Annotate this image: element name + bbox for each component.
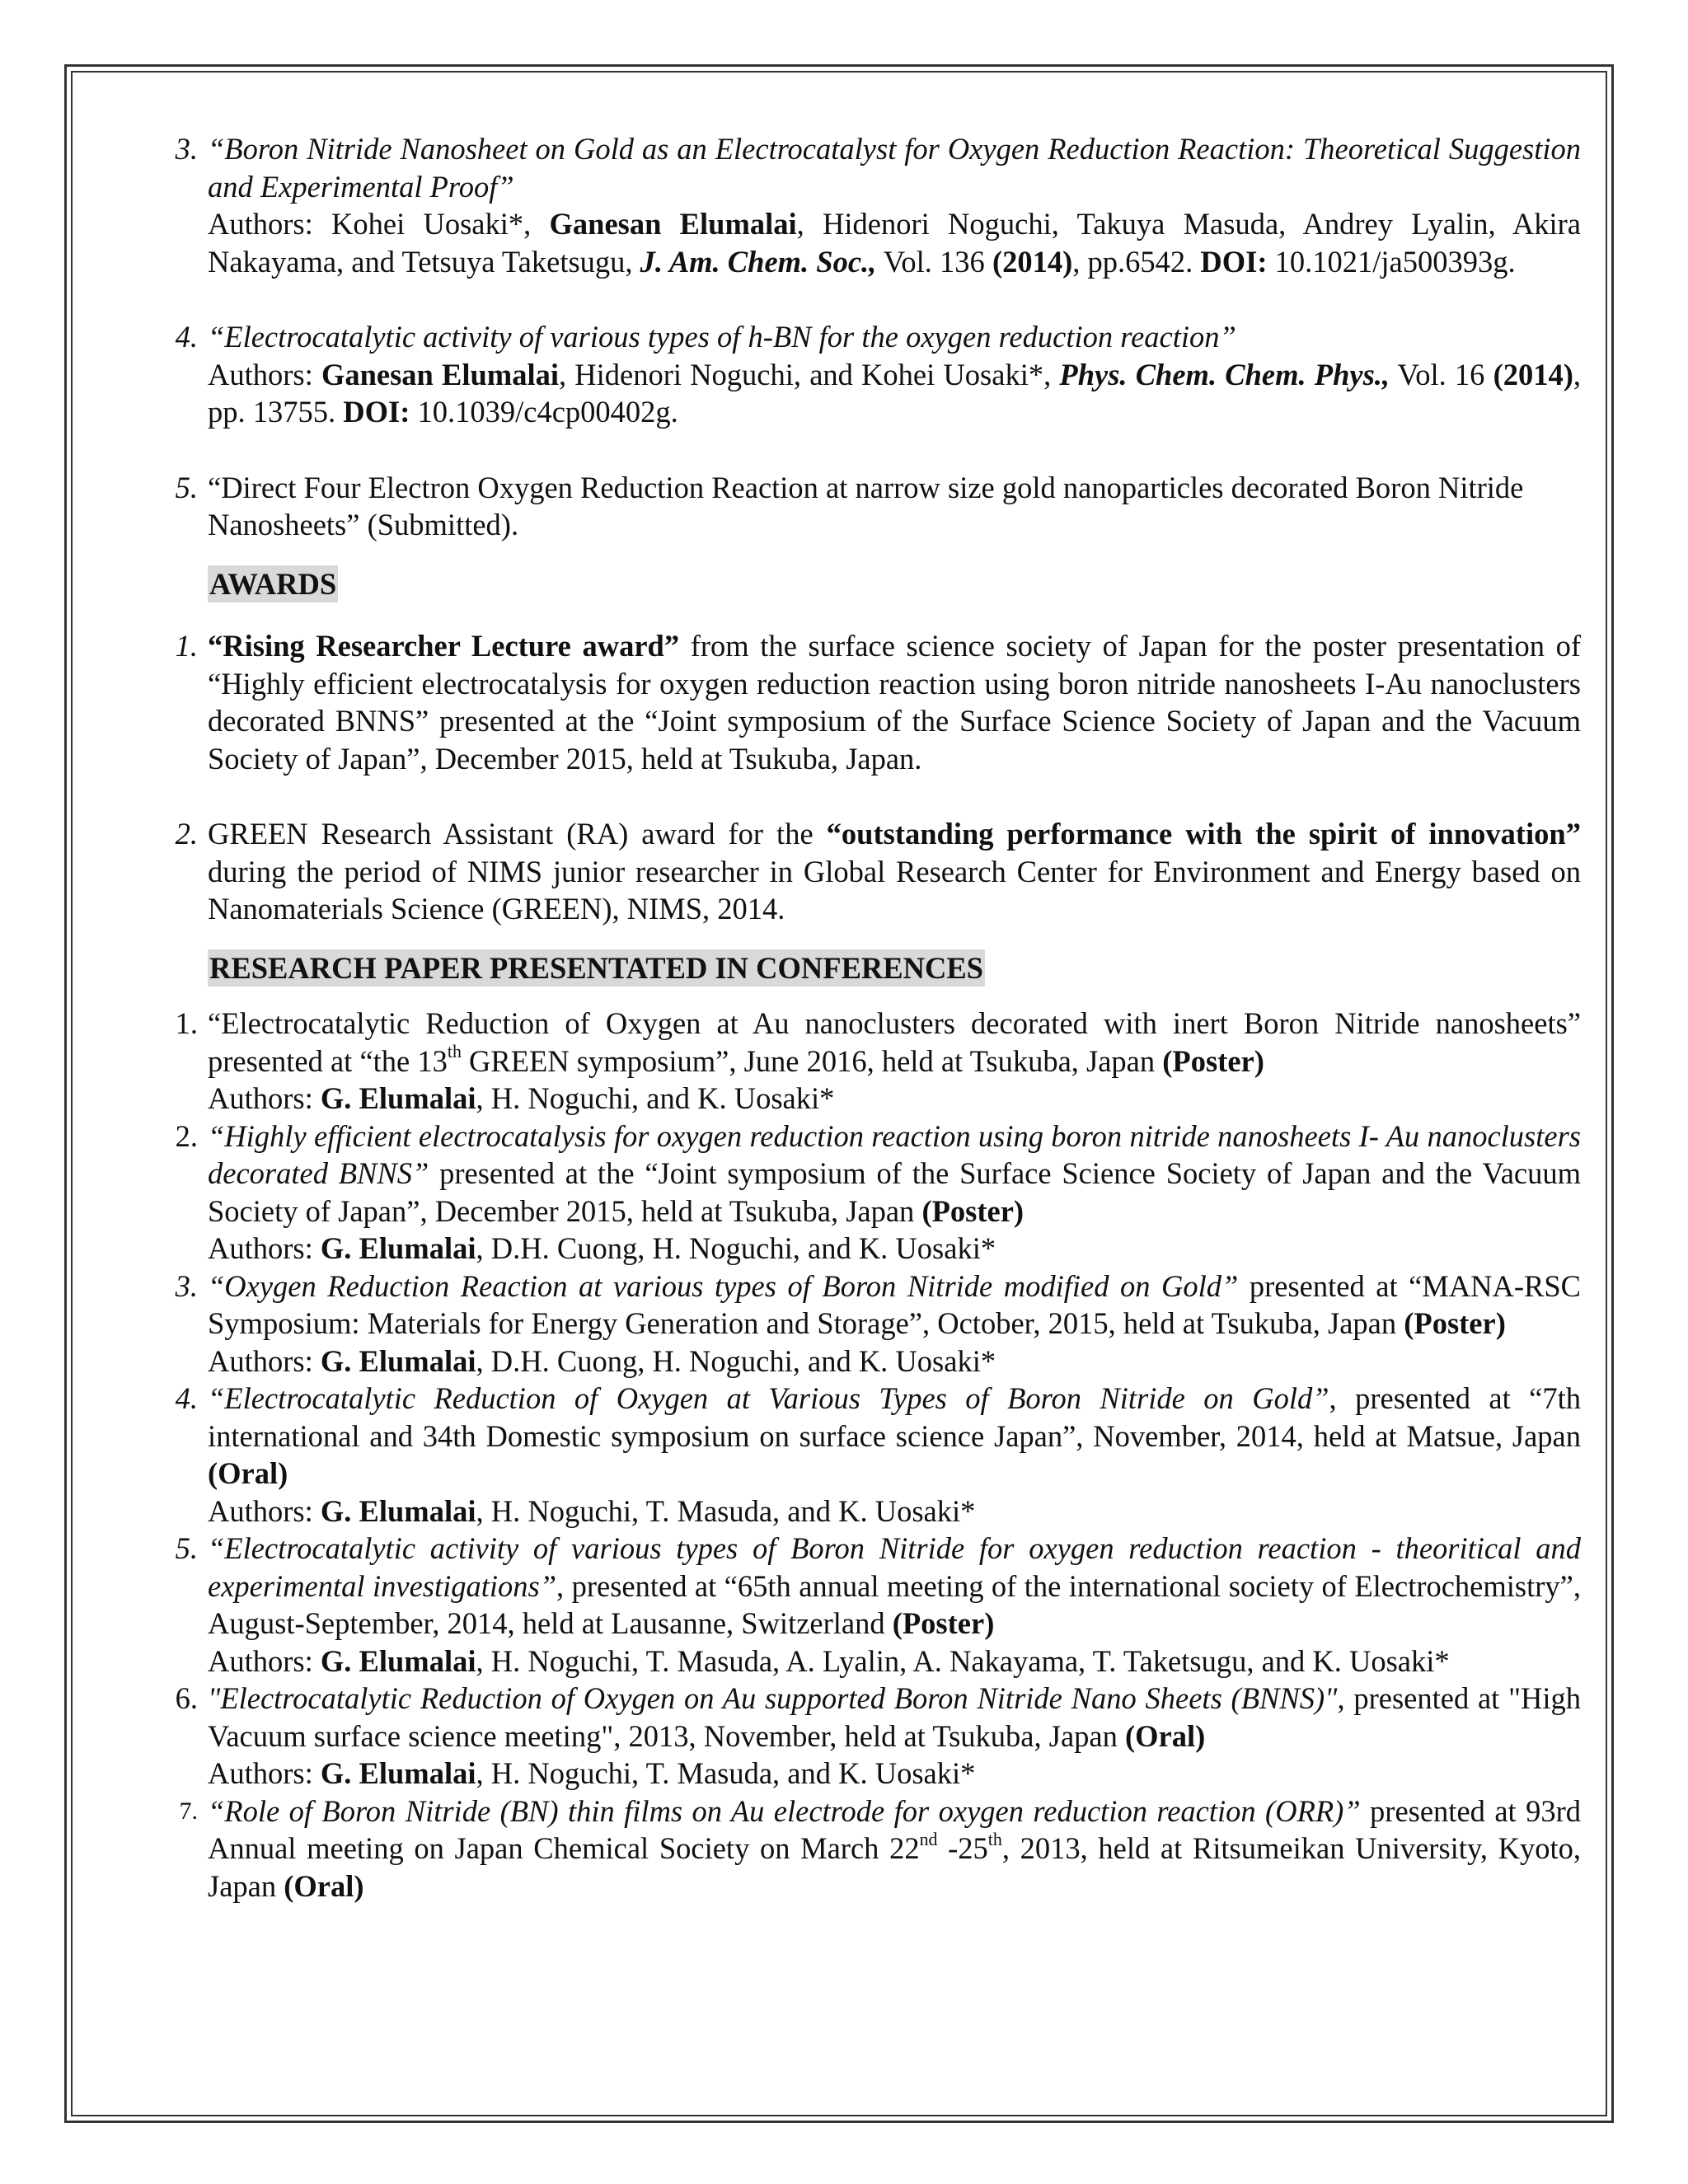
author-highlight: Ganesan Elumalai [321,357,559,391]
item-number: 4. [175,1381,198,1415]
document-body [175,130,1582,1905]
presentation-type: (Poster) [1404,1306,1506,1340]
award-item: 1. “Rising Researcher Lecture award” from the surface science society of Japan for the poster presentation of “Highly efficient electrocatalysis for oxygen reduction reaction using boron nitride nanosheets I-Au nanoclusters decorated BNNS” presented at the “Joint symposium of the Surface Science Society of Japan and the Vacuum Society of Japan”, December 2015, held at Tsukuba, Japan. [208,627,1581,777]
author-highlight: G. Elumalai [320,1643,476,1678]
conference-title: “Role of Boron Nitride (BN) thin films on Au electrode for oxygen reduction reaction (ORR)” [208,1793,1361,1828]
conference-item: 1. “Electrocatalytic Reduction of Oxygen at Au nanoclusters decorated with inert Boron Nitride nanosheets” presented at “the 13th GREEN symposium”, June 2016, held at Tsukuba, Japan (Poster) Authors: G. Elumalai, H. Noguchi, and K. Uosaki* [208,1005,1581,1118]
item-number: 6. [175,1681,198,1715]
author-highlight: G. Elumalai [320,1343,476,1378]
conference-item: 2. “Highly efficient electrocatalysis for oxygen reduction reaction using boron nitride nanosheets I- Au nanoclusters decorated BNNS” presented at the “Joint symposium of the Surface Science Society of Japan and the Vacuum Society of Japan”, December 2015, held at Tsukuba, Japan (Poster) Authors: G. Elumalai, D.H. Cuong, H. Noguchi, and K. Uosaki* [208,1118,1581,1268]
item-number: 5. [175,1531,198,1565]
conference-item: 5. “Electrocatalytic activity of various types of Boron Nitride for oxygen reduction reaction - theoritical and experimental investigations”, presented at “65th annual meeting of the international society of Electrochemistry”, August-September, 2014, held at Lausanne, Switzerland (Poster) Authors: G. Elumalai, H. Noguchi, T. Masuda, A. Lyalin, A. Nakayama, T. Taketsugu, and K. Uosaki* [208,1530,1581,1680]
publication-item: 4. “Electrocatalytic activity of various types of h-BN for the oxygen reduction reaction” Authors: Ganesan Elumalai, Hidenori Noguchi, and Kohei Uosaki*, Phys. Chem. Chem. Phys., Vol. 16 (2014), pp. 13755. DOI: 10.1039/c4cp00402g. [208,318,1581,431]
conference-title: "Electrocatalytic Reduction of Oxygen on Au supported Boron Nitride Nano Sheets (BNNS)" [208,1681,1338,1715]
publication-title: “Electrocatalytic activity of various types of h-BN for the oxygen reduction reaction” [208,320,1236,354]
conference-item: 7. “Role of Boron Nitride (BN) thin films on Au electrode for oxygen reduction reaction (ORR)” presented at 93rd Annual meeting on Japan Chemical Society on March 22nd -25th, 2013, held at Ritsumeikan University, Kyoto, Japan (Oral) [208,1793,1581,1905]
author-highlight: G. Elumalai [320,1231,476,1265]
author-highlight: G. Elumalai [320,1493,476,1528]
publication-item: 3. “Boron Nitride Nanosheet on Gold as an Electrocatalyst for Oxygen Reduction Reaction: Theoretical Suggestion and Experimental Proof” Authors: Kohei Uosaki*, Ganesan Elumalai, Hidenori Noguchi, Takuya Masuda, Andrey Lyalin, Akira Nakayama, and Tetsuya Taketsugu, J. Am. Chem. Soc., Vol. 136 (2014), pp.6542. DOI: 10.1021/ja500393g. [208,130,1581,280]
item-number: 1. [175,629,198,663]
presentation-type: (Poster) [921,1193,1025,1228]
presentation-type: (Oral) [208,1456,288,1490]
conference-item: 4. “Electrocatalytic Reduction of Oxygen at Various Types of Boron Nitride on Gold”, presented at “7th international and 34th Domestic symposium on surface science Japan”, November, 2014, held at Matsue, Japan (Oral) Authors: G. Elumalai, H. Noguchi, T. Masuda, and K. Uosaki* [208,1380,1581,1530]
doi: 10.1039/c4cp00402g. [410,395,678,429]
publication-title: “Boron Nitride Nanosheet on Gold as an Electrocatalyst for Oxygen Reduction Reaction: Theoretical Suggestion and Experimental Proof” [208,132,1581,204]
item-number: 2. [175,817,198,851]
award-item: 2. GREEN Research Assistant (RA) award for the “outstanding performance with the spirit of innovation” during the period of NIMS junior researcher in Global Research Center for Environment and Energy based on Nanomaterials Science (GREEN), NIMS, 2014. [208,815,1581,928]
presentation-type: (Oral) [284,1868,364,1903]
conference-item: 6. "Electrocatalytic Reduction of Oxygen on Au supported Boron Nitride Nano Sheets (BNNS)", presented at "High Vacuum surface science meeting", 2013, November, held at Tsukuba, Japan (Oral) Authors: G. Elumalai, H. Noguchi, T. Masuda, and K. Uosaki* [208,1680,1581,1793]
item-number: 5. [175,470,198,504]
conference-title: “Electrocatalytic activity of various types of Boron Nitride for oxygen reduction reaction - theoritical and experimental investigations” [208,1531,1581,1603]
item-number: 4. [175,320,198,354]
section-heading-awards: AWARDS [208,565,338,603]
journal-name: Phys. Chem. Chem. Phys., [1059,357,1390,391]
conference-item: 3. “Oxygen Reduction Reaction at various types of Boron Nitride modified on Gold” presented at “MANA-RSC Symposium: Materials for Energy Generation and Storage”, October, 2015, held at Tsukuba, Japan (Poster) Authors: G. Elumalai, D.H. Cuong, H. Noguchi, and K. Uosaki* [208,1268,1581,1380]
doi: 10.1021/ja500393g. [1267,244,1516,279]
award-title: “Rising Researcher Lecture award” [208,629,680,663]
presentation-type: (Poster) [892,1606,995,1640]
award-title: “outstanding performance with the spirit of innovation” [826,817,1581,851]
conference-title: “Oxygen Reduction Reaction at various types of Boron Nitride modified on Gold” [208,1268,1239,1303]
item-number: 2. [175,1118,198,1153]
publication-item [175,469,1581,544]
conference-title: “Electrocatalytic Reduction of Oxygen at Various Types of Boron Nitride on Gold” [208,1381,1329,1415]
presentation-type: (Oral) [1124,1718,1206,1753]
publication-text: “Direct Four Electron Oxygen Reduction Reaction at narrow size gold nanoparticles decorated Boron Nitride Nanosheets” (Submitted). [208,470,1524,541]
item-number: 3. [175,132,198,166]
item-number: 7. [179,1797,198,1825]
author-highlight: G. Elumalai [320,1756,476,1790]
item-number: 3. [175,1268,198,1303]
conference-title: “Highly efficient electrocatalysis for oxygen reduction reaction using boron nitride nanosheets I- Au nanoclusters decorated BNNS” [208,1118,1581,1190]
author-highlight: Ganesan Elumalai [549,207,797,241]
section-heading-conferences: RESEARCH PAPER PRESENTATED IN CONFERENCES [208,949,985,987]
presentation-type: (Poster) [1162,1043,1264,1078]
author-highlight: G. Elumalai [320,1081,476,1115]
item-number: 1. [175,1006,198,1040]
journal-name: J. Am. Chem. Soc., [640,244,877,279]
